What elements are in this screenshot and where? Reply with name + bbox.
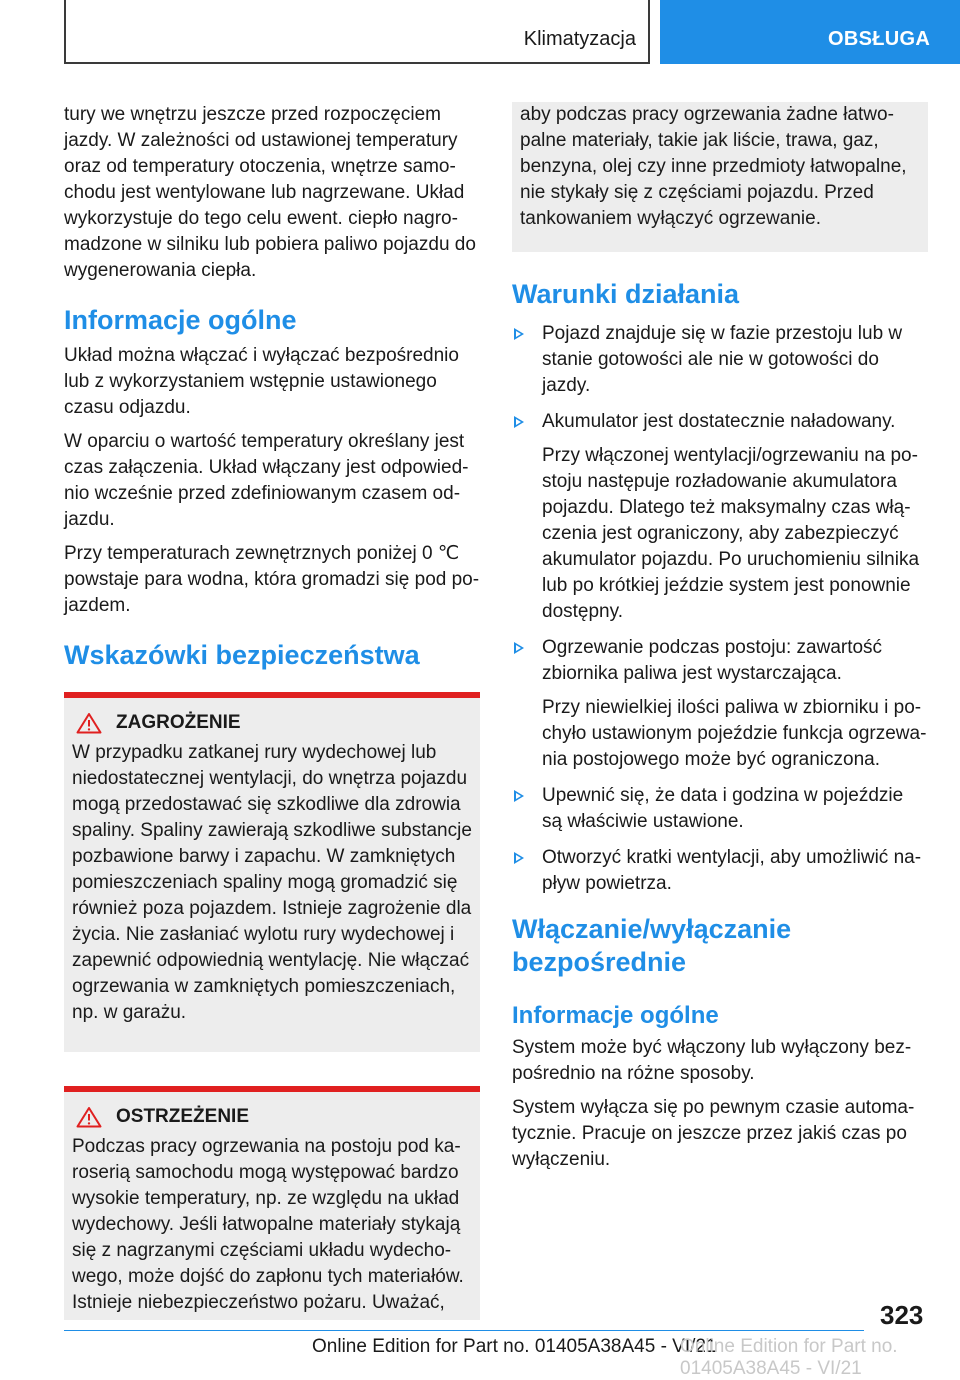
general-heading: Informacje ogólne [64,305,297,335]
list-item [512,845,928,897]
danger-text: W przypadku zatkanej rury wydechowej lub niedostatecznej wentylacji, do wnętrza pojazdu mogą przedostawać się szkodliwe dla zdrowia spaliny. Spaliny zawierają szkodliwe substancje pozbawione barwy i zapachu. W zamkniętych pomieszczeniach spaliny mogą gromadzić się również poza pojazdem. Istnieje zagrożenie dla życia. Nie zasłaniać wylotu rury wydechowej i zapewnić odpowiednią wentylację. Nie włączać ogrzewania w zamkniętych pomieszczeniach, np. w garażu. [72,742,472,1023]
list-item [512,409,928,625]
danger-title-row [72,712,472,734]
header-section-title: Klimatyzacja [523,28,636,50]
onoff-paragraph-1: System może być włączony lub wyłączony bezpośrednio na różne sposoby. [512,1037,912,1084]
list-item [512,635,928,773]
footer-watermark: Online Edition for Part no. 01405A38A45 - VI/21 [680,1336,898,1379]
right-column [512,102,928,1181]
conditions-list [512,321,928,897]
page-number: 323 [880,1300,924,1330]
condition-note: Przy niewielkiej ilości paliwa w zbiorniku i pochyło ustawionym pojeździe funkcja ogrzewania postojowego może być ograniczona. [542,697,927,770]
triangle-bullet-icon [514,328,524,340]
general-paragraph-1: Układ można włączać i wyłączać bezpośrednio lub z wykorzystaniem wstępnie ustawionego czasu odjazdu. [64,345,459,418]
general-paragraph-2: W oparciu o wartość temperatury określany jest czas załączenia. Układ włączany jest odpowiednio wcześnie przed zdefiniowanym czasem odjazdu. [64,431,469,530]
triangle-bullet-icon [514,790,524,802]
condition-note: Przy włączonej wentylacji/ogrzewaniu na postoju następuje rozładowanie akumulatora pojazdu. Dlatego też maksymalny czas włączenia jest ograniczony, aby zabezpieczyć akumulator pojazdu. Po uruchomieniu silnika lub po krótkiej jeździe system jest ponownie dostępny. [542,445,920,622]
triangle-bullet-icon [514,642,524,654]
condition-text: Ogrzewanie podczas postoju: zawartość zbiornika paliwa jest wystarczająca. [542,637,883,684]
warning-text: Podczas pracy ogrzewania na postoju pod karoserią samochodu mogą występować bardzo wysokie temperatury, np. ze względu na układ wydechowy. Jeśli łatwopalne materiały stykają się z nagrzanymi częściami układu wydechowego, może dojść do zapłonu tych materiałów. Istnieje niebezpieczeństwo pożaru. Uważać, [72,1136,464,1313]
condition-text: Otworzyć kratki wentylacji, aby umożliwić napływ powietrza. [542,847,922,894]
condition-text: Upewnić się, że data i godzina w pojeździe są właściwie ustawione. [542,785,904,832]
warning-triangle-icon [76,1106,102,1128]
warning-triangle-icon [76,712,102,734]
onoff-subheading: Informacje ogólne [512,1002,719,1029]
warning-title: OSTRZEŻENIE [116,1106,250,1127]
warning-title-row [72,1106,472,1128]
onoff-paragraph-2: System wyłącza się po pewnym czasie automatycznie. Pracuje on jeszcze przez jakiś czas po wyłączeniu. [512,1097,915,1170]
warning-box-continued [512,102,928,252]
list-item [512,321,928,399]
general-paragraph-3: Przy temperaturach zewnętrznych poniżej 0 ℃ powstaje para wodna, która gromadzi się pod pojazdem. [64,543,480,616]
triangle-bullet-icon [514,416,524,428]
warning-continued-text: aby podczas pracy ogrzewania żadne łatwopalne materiały, takie jak liście, trawa, gaz, benzyna, olej czy inne przedmioty łatwopalne, nie stykały się z częściami pojazdu. Przed tankowaniem wyłączyć ogrzewanie. [520,104,907,229]
list-item [512,783,928,835]
danger-box [64,698,480,1052]
condition-text: Pojazd znajduje się w fazie przestoju lub w stanie gotowości ale nie w gotowości do jazdy. [542,323,903,396]
intro-paragraph: tury we wnętrzu jeszcze przed rozpoczęciem jazdy. W zależności od ustawionej temperatury oraz od temperatury otoczenia, wnętrze samochodu jest wentylowane lub nagrzewane. Układ wykorzystuje do tego celu ewent. ciepło nagromadzone w silniku lub pobiera paliwo pojazdu do wygenerowania ciepła. [64,104,476,281]
triangle-bullet-icon [514,852,524,864]
header-chapter-label: OBSŁUGA [828,28,931,50]
onoff-heading: Włączanie/wyłączanie bezpośrednie [512,914,792,977]
warning-box [64,1092,480,1320]
condition-text: Akumulator jest dostatecznie naładowany. [542,411,896,432]
left-column [64,102,480,1320]
safety-heading: Wskazówki bezpieczeństwa [64,640,420,670]
danger-title: ZAGROŻENIE [116,712,241,733]
footer-edition: Online Edition for Part no. 01405A38A45 - VI/21 [312,1336,717,1357]
conditions-heading: Warunki działania [512,279,740,309]
footer-divider [64,1330,864,1331]
